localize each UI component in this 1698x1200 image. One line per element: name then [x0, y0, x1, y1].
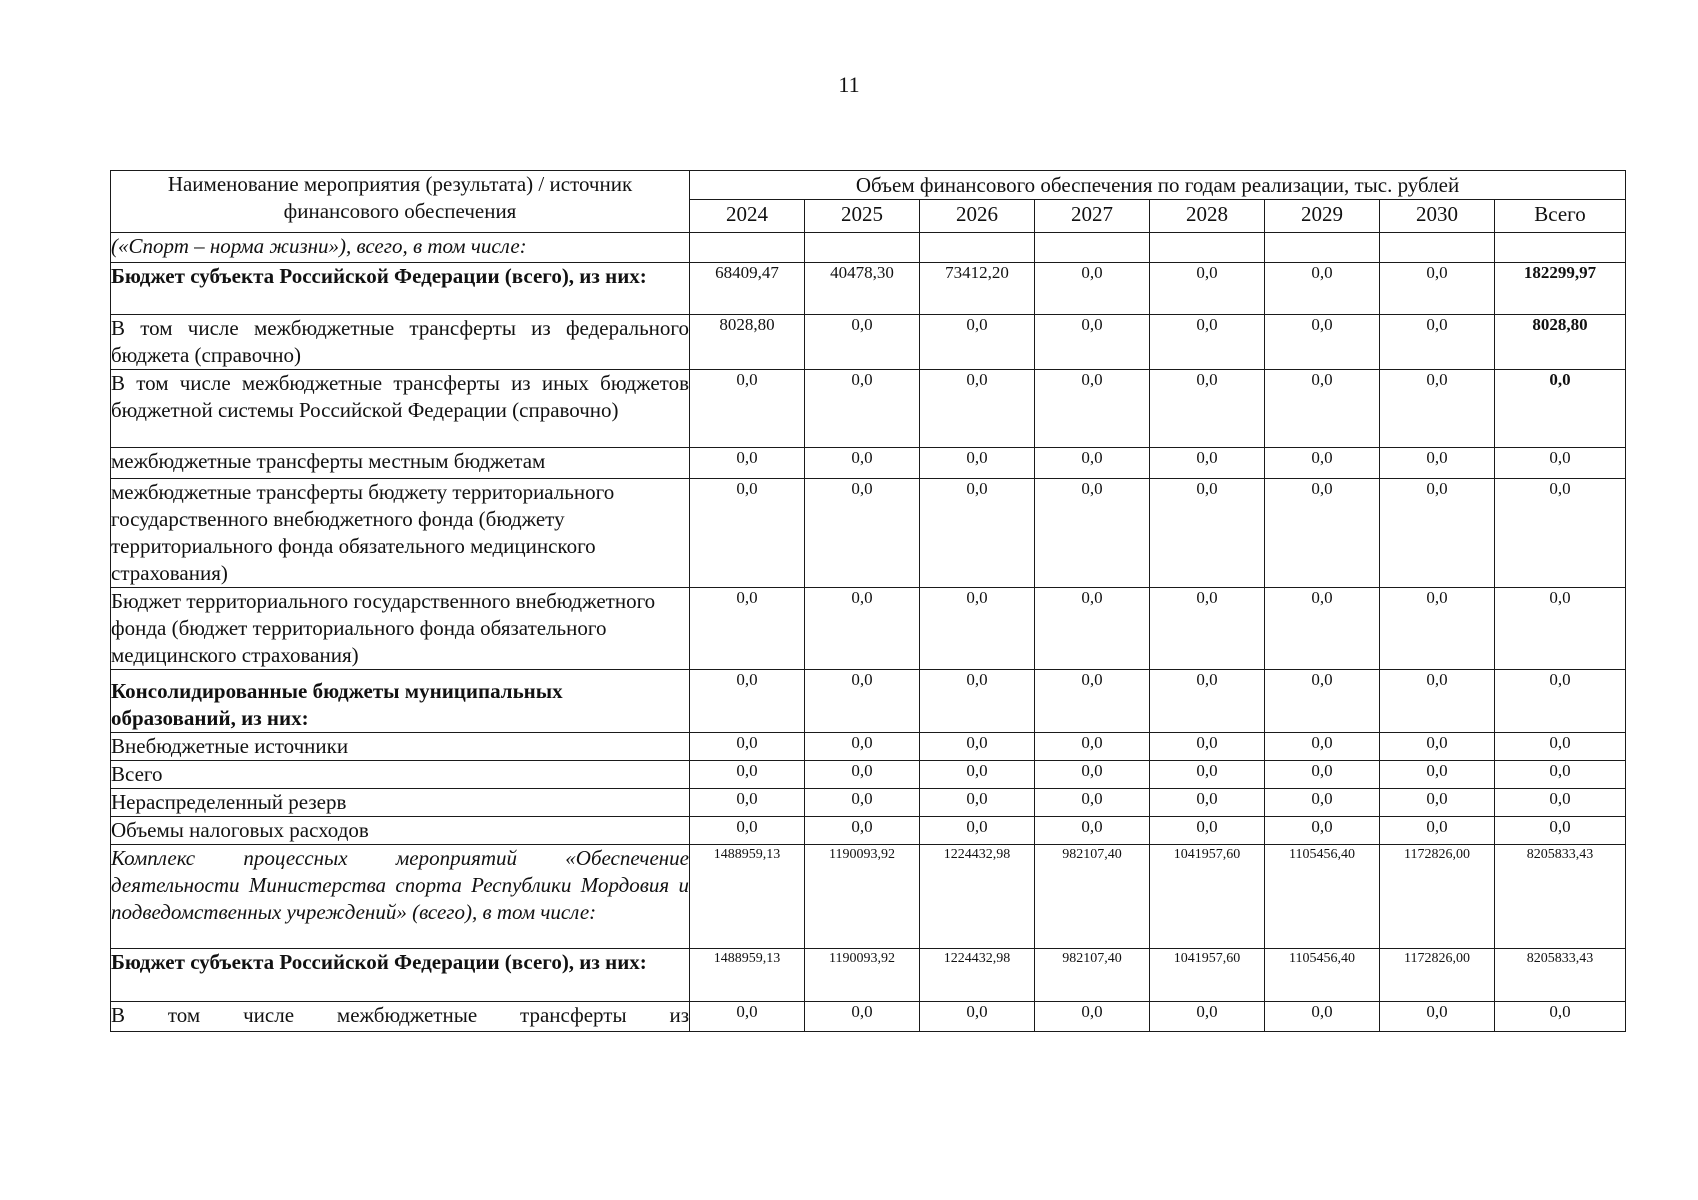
year-value-cell-2028: 0,0: [1150, 817, 1265, 845]
year-value-cell-2025: 0,0: [805, 448, 920, 479]
year-value-cell-2024: 8028,80: [690, 315, 805, 370]
year-value-cell-2028: 0,0: [1150, 263, 1265, 315]
row-name-cell: («Спорт – норма жизни»), всего, в том числе:: [111, 233, 690, 263]
year-value-cell-2026: 0,0: [920, 733, 1035, 761]
row-name-cell: Бюджет субъекта Российской Федерации (всего), из них:: [111, 263, 690, 315]
total-value-cell: 0,0: [1495, 479, 1626, 588]
row-name-cell: Всего: [111, 761, 690, 789]
year-header-2030: 2030: [1380, 200, 1495, 233]
year-value-cell-2029: 0,0: [1265, 448, 1380, 479]
year-value-cell-2028: 0,0: [1150, 315, 1265, 370]
total-value-cell: 182299,97: [1495, 263, 1626, 315]
year-header-2025: 2025: [805, 200, 920, 233]
year-value-cell-2030: 0,0: [1380, 588, 1495, 670]
year-value-cell-2024: 0,0: [690, 670, 805, 733]
table-row: [111, 315, 1626, 370]
year-value-cell-2028: 0,0: [1150, 370, 1265, 448]
year-value-cell-2029: 0,0: [1265, 263, 1380, 315]
year-header-2027: 2027: [1035, 200, 1150, 233]
year-value-cell-2027: 0,0: [1035, 448, 1150, 479]
row-name-cell: Консолидированные бюджеты муниципальных образований, из них:: [111, 670, 690, 733]
year-value-cell-2027: 0,0: [1035, 263, 1150, 315]
year-value-cell-2027: [1035, 233, 1150, 263]
year-value-cell-2024: 1488959,13: [690, 949, 805, 1002]
year-value-cell-2027: 0,0: [1035, 733, 1150, 761]
total-value-cell: 8028,80: [1495, 315, 1626, 370]
row-name-cell: Бюджет территориального государственного внебюджетного фонда (бюджет территориального фонда обязательного медицинского страхования): [111, 588, 690, 670]
name-column-header: Наименование мероприятия (результата) / источник финансового обеспечения: [111, 171, 690, 233]
year-value-cell-2024: 0,0: [690, 370, 805, 448]
total-value-cell: 0,0: [1495, 370, 1626, 448]
year-value-cell-2024: 0,0: [690, 761, 805, 789]
total-value-cell: [1495, 233, 1626, 263]
year-value-cell-2030: 0,0: [1380, 817, 1495, 845]
year-value-cell-2030: 0,0: [1380, 733, 1495, 761]
year-value-cell-2029: 1105456,40: [1265, 845, 1380, 949]
year-value-cell-2028: 1041957,60: [1150, 845, 1265, 949]
year-header-2029: 2029: [1265, 200, 1380, 233]
year-value-cell-2028: 0,0: [1150, 670, 1265, 733]
year-value-cell-2030: 0,0: [1380, 448, 1495, 479]
table-row: [111, 670, 1626, 733]
row-name-cell: межбюджетные трансферты бюджету территориального государственного внебюджетного фонда (бюджету территориального фонда обязательного медицинского страхования): [111, 479, 690, 588]
year-value-cell-2029: 0,0: [1265, 315, 1380, 370]
year-value-cell-2030: [1380, 233, 1495, 263]
year-value-cell-2027: 0,0: [1035, 370, 1150, 448]
year-value-cell-2029: 1105456,40: [1265, 949, 1380, 1002]
year-value-cell-2024: 1488959,13: [690, 845, 805, 949]
year-value-cell-2028: 0,0: [1150, 588, 1265, 670]
year-value-cell-2030: 1172826,00: [1380, 845, 1495, 949]
row-name-cell: В том числе межбюджетные трансферты из иных бюджетов бюджетной системы Российской Федерации (справочно): [111, 370, 690, 448]
year-value-cell-2024: 0,0: [690, 448, 805, 479]
year-value-cell-2030: 0,0: [1380, 761, 1495, 789]
year-value-cell-2026: 0,0: [920, 761, 1035, 789]
table-row: [111, 233, 1626, 263]
year-value-cell-2030: 0,0: [1380, 1002, 1495, 1032]
table-row: [111, 1002, 1626, 1032]
total-value-cell: 0,0: [1495, 670, 1626, 733]
year-value-cell-2024: 0,0: [690, 789, 805, 817]
year-value-cell-2029: 0,0: [1265, 761, 1380, 789]
year-value-cell-2026: [920, 233, 1035, 263]
table-row: [111, 789, 1626, 817]
year-value-cell-2026: 1224432,98: [920, 949, 1035, 1002]
table-row: [111, 370, 1626, 448]
table-row: [111, 949, 1626, 1002]
year-value-cell-2028: 0,0: [1150, 448, 1265, 479]
header-row-group: [111, 171, 1626, 200]
year-value-cell-2025: 0,0: [805, 588, 920, 670]
table-row: [111, 733, 1626, 761]
year-value-cell-2026: 0,0: [920, 448, 1035, 479]
year-value-cell-2024: 0,0: [690, 479, 805, 588]
year-value-cell-2024: 0,0: [690, 733, 805, 761]
row-name-cell: Нераспределенный резерв: [111, 789, 690, 817]
row-name-cell: Комплекс процессных мероприятий «Обеспечение деятельности Министерства спорта Республики Мордовия и подведомственных учреждений» (всего), в том числе:: [111, 845, 690, 949]
year-value-cell-2028: [1150, 233, 1265, 263]
row-name-cell: В том числе межбюджетные трансферты из федерального бюджета (справочно): [111, 315, 690, 370]
year-value-cell-2026: 0,0: [920, 1002, 1035, 1032]
row-name-cell: Бюджет субъекта Российской Федерации (всего), из них:: [111, 949, 690, 1002]
year-value-cell-2026: 0,0: [920, 817, 1035, 845]
year-value-cell-2030: 1172826,00: [1380, 949, 1495, 1002]
total-value-cell: 0,0: [1495, 761, 1626, 789]
year-value-cell-2029: 0,0: [1265, 733, 1380, 761]
year-value-cell-2029: 0,0: [1265, 670, 1380, 733]
table-row: [111, 761, 1626, 789]
row-name-cell: межбюджетные трансферты местным бюджетам: [111, 448, 690, 479]
year-value-cell-2029: 0,0: [1265, 1002, 1380, 1032]
year-value-cell-2024: [690, 233, 805, 263]
table-row: [111, 448, 1626, 479]
total-value-cell: 0,0: [1495, 817, 1626, 845]
year-value-cell-2026: 0,0: [920, 670, 1035, 733]
year-value-cell-2030: 0,0: [1380, 263, 1495, 315]
year-value-cell-2030: 0,0: [1380, 370, 1495, 448]
year-header-2028: 2028: [1150, 200, 1265, 233]
year-value-cell-2030: 0,0: [1380, 479, 1495, 588]
year-value-cell-2025: 1190093,92: [805, 845, 920, 949]
total-value-cell: 0,0: [1495, 1002, 1626, 1032]
financing-group-header: Объем финансового обеспечения по годам реализации, тыс. рублей: [690, 171, 1626, 200]
year-value-cell-2025: 0,0: [805, 817, 920, 845]
year-value-cell-2027: 0,0: [1035, 761, 1150, 789]
year-value-cell-2025: 40478,30: [805, 263, 920, 315]
year-value-cell-2028: 0,0: [1150, 789, 1265, 817]
year-value-cell-2026: 0,0: [920, 315, 1035, 370]
total-value-cell: 0,0: [1495, 448, 1626, 479]
year-value-cell-2024: 0,0: [690, 588, 805, 670]
year-value-cell-2027: 0,0: [1035, 588, 1150, 670]
year-value-cell-2025: 0,0: [805, 479, 920, 588]
year-value-cell-2027: 0,0: [1035, 670, 1150, 733]
financing-table: [110, 170, 1626, 1032]
year-value-cell-2028: 0,0: [1150, 1002, 1265, 1032]
row-name-cell: В том числе межбюджетные трансферты из: [111, 1002, 690, 1032]
year-value-cell-2026: 0,0: [920, 479, 1035, 588]
year-value-cell-2025: 0,0: [805, 1002, 920, 1032]
row-name-cell: Внебюджетные источники: [111, 733, 690, 761]
year-value-cell-2029: 0,0: [1265, 817, 1380, 845]
row-name-cell: Объемы налоговых расходов: [111, 817, 690, 845]
year-header-2026: 2026: [920, 200, 1035, 233]
year-value-cell-2027: 0,0: [1035, 1002, 1150, 1032]
table-row: [111, 263, 1626, 315]
year-value-cell-2024: 68409,47: [690, 263, 805, 315]
total-value-cell: 0,0: [1495, 733, 1626, 761]
year-value-cell-2027: 0,0: [1035, 315, 1150, 370]
total-value-cell: 0,0: [1495, 588, 1626, 670]
year-value-cell-2024: 0,0: [690, 1002, 805, 1032]
year-value-cell-2025: 0,0: [805, 670, 920, 733]
year-value-cell-2027: 0,0: [1035, 817, 1150, 845]
total-value-cell: 8205833,43: [1495, 949, 1626, 1002]
year-value-cell-2025: 0,0: [805, 315, 920, 370]
total-value-cell: 0,0: [1495, 789, 1626, 817]
year-value-cell-2029: 0,0: [1265, 789, 1380, 817]
page-number: 11: [838, 72, 860, 97]
year-value-cell-2027: 982107,40: [1035, 845, 1150, 949]
year-value-cell-2027: 0,0: [1035, 479, 1150, 588]
year-value-cell-2028: 1041957,60: [1150, 949, 1265, 1002]
year-header-2024: 2024: [690, 200, 805, 233]
year-value-cell-2025: 0,0: [805, 761, 920, 789]
year-value-cell-2028: 0,0: [1150, 479, 1265, 588]
year-value-cell-2025: [805, 233, 920, 263]
total-value-cell: 8205833,43: [1495, 845, 1626, 949]
table-row: [111, 479, 1626, 588]
year-value-cell-2029: 0,0: [1265, 479, 1380, 588]
table-row: [111, 845, 1626, 949]
year-value-cell-2025: 1190093,92: [805, 949, 920, 1002]
year-value-cell-2028: 0,0: [1150, 733, 1265, 761]
year-value-cell-2026: 0,0: [920, 789, 1035, 817]
year-value-cell-2025: 0,0: [805, 733, 920, 761]
year-value-cell-2029: [1265, 233, 1380, 263]
year-value-cell-2025: 0,0: [805, 370, 920, 448]
year-value-cell-2028: 0,0: [1150, 761, 1265, 789]
year-value-cell-2026: 1224432,98: [920, 845, 1035, 949]
year-value-cell-2026: 0,0: [920, 370, 1035, 448]
year-value-cell-2027: 982107,40: [1035, 949, 1150, 1002]
year-value-cell-2030: 0,0: [1380, 789, 1495, 817]
total-header: Всего: [1495, 200, 1626, 233]
year-value-cell-2027: 0,0: [1035, 789, 1150, 817]
year-value-cell-2025: 0,0: [805, 789, 920, 817]
year-value-cell-2030: 0,0: [1380, 670, 1495, 733]
year-value-cell-2026: 73412,20: [920, 263, 1035, 315]
year-value-cell-2030: 0,0: [1380, 315, 1495, 370]
year-value-cell-2024: 0,0: [690, 817, 805, 845]
year-value-cell-2029: 0,0: [1265, 370, 1380, 448]
year-value-cell-2029: 0,0: [1265, 588, 1380, 670]
table-row: [111, 588, 1626, 670]
year-value-cell-2026: 0,0: [920, 588, 1035, 670]
table-row: [111, 817, 1626, 845]
